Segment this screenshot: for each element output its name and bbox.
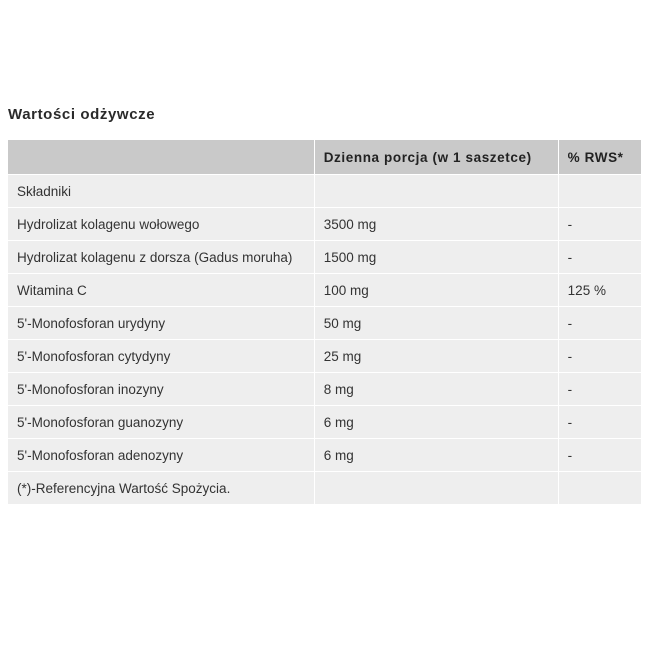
amount-cell: 25 mg — [314, 340, 558, 373]
rws-cell: - — [558, 373, 641, 406]
ingredient-cell: 5'-Monofosforan cytydyny — [8, 340, 315, 373]
table-row — [8, 340, 642, 373]
header-rws: % RWS* — [558, 140, 641, 175]
amount-cell: 3500 mg — [314, 208, 558, 241]
section-title: Wartości odżywcze — [8, 106, 156, 123]
ingredient-cell: Składniki — [8, 175, 315, 208]
rws-cell: - — [558, 208, 641, 241]
ingredient-cell: 5'-Monofosforan guanozyny — [8, 406, 315, 439]
rws-cell — [558, 175, 641, 208]
table-row — [8, 241, 642, 274]
table-row — [8, 406, 642, 439]
amount-cell — [314, 472, 558, 505]
ingredient-cell: 5'-Monofosforan inozyny — [8, 373, 315, 406]
ingredient-cell: Witamina C — [8, 274, 315, 307]
amount-cell: 100 mg — [314, 274, 558, 307]
rws-cell: - — [558, 406, 641, 439]
rws-cell: 125 % — [558, 274, 641, 307]
amount-cell: 8 mg — [314, 373, 558, 406]
header-ingredient — [8, 140, 315, 175]
table-row — [8, 274, 642, 307]
amount-cell: 50 mg — [314, 307, 558, 340]
rws-cell: - — [558, 340, 641, 373]
table-footnote-row — [8, 472, 642, 505]
table-row — [8, 439, 642, 472]
rws-cell: - — [558, 241, 641, 274]
table-row — [8, 307, 642, 340]
amount-cell: 6 mg — [314, 439, 558, 472]
table-row — [8, 373, 642, 406]
table-header-row — [8, 140, 642, 175]
ingredient-cell: 5'-Monofosforan adenozyny — [8, 439, 315, 472]
table-row — [8, 175, 642, 208]
nutrition-table — [7, 139, 642, 505]
amount-cell: 6 mg — [314, 406, 558, 439]
rws-cell — [558, 472, 641, 505]
ingredient-cell: Hydrolizat kolagenu wołowego — [8, 208, 315, 241]
ingredient-cell: Hydrolizat kolagenu z dorsza (Gadus moruha) — [8, 241, 315, 274]
rws-cell: - — [558, 439, 641, 472]
rws-cell: - — [558, 307, 641, 340]
header-daily-portion: Dzienna porcja (w 1 saszetce) — [314, 140, 558, 175]
amount-cell: 1500 mg — [314, 241, 558, 274]
table-row — [8, 208, 642, 241]
footnote-cell: (*)-Referencyjna Wartość Spożycia. — [8, 472, 315, 505]
amount-cell — [314, 175, 558, 208]
ingredient-cell: 5'-Monofosforan urydyny — [8, 307, 315, 340]
